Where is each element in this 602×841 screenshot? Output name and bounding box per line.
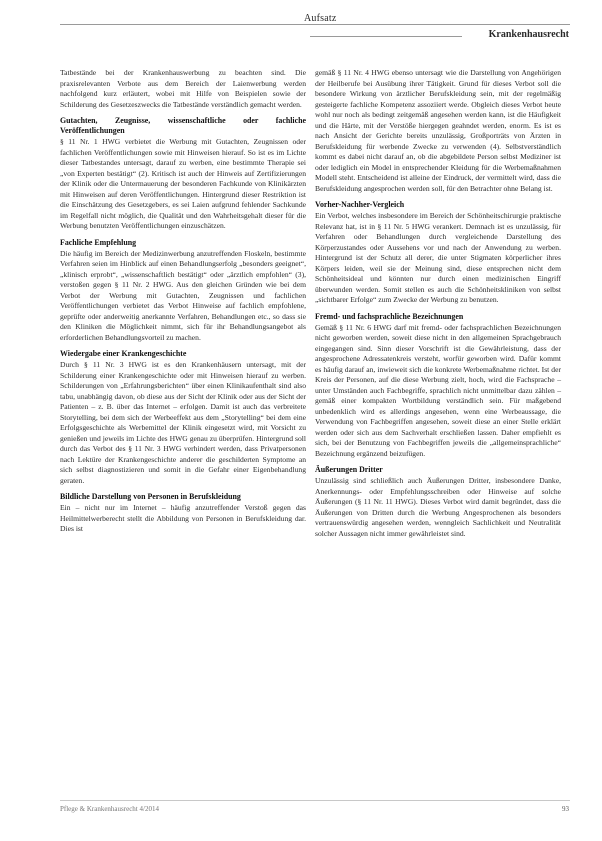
right-text-column [315,68,561,542]
topic-label: Krankenhausrecht [488,29,569,40]
section-heading: Fremd- und fachsprachliche Bezeichnungen [315,311,464,321]
body-paragraph: Die häufig im Bereich der Medizinwerbung anzutreffenden Floskeln, bestimmte Verfahren seien im Hinblick auf einen Behandlungserfolg „besonders geeignet“, „klinisch erprobt“, „wissenschaftlich bestätigt“ oder „ärztlich empfohlen“ (3), verstoßen gegen § 11 Nr. 2 HWG. Aus den gleichen Gründen wie bei dem Verbot der Werbung mit Gutachten, Zeugnissen und fachlichen Veröffentlichungen verbietet das Verbot Hinweise auf fachlich empfohlene, geprüfte oder anderweitig anerkannte Verfahren, Behandlungen etc., so dass sie den Kliniken die Möglichkeit nimmt, sich für ihr Behandlungsangebot als erforderlichen Behandlungsvorteil zu machen. [60,248,306,342]
body-paragraph: § 11 Nr. 1 HWG verbietet die Werbung mit Gutachten, Zeugnissen oder fachlichen Veröffentlichungen sowie mit Hinweisen hierauf. So ist es im Lichte dieser Tatbestandes untersagt, darauf zu werben, eine bestimmte Therapie sei „von Experten bestätigt“ (2). Kritisch ist auch der Hinweis auf Zertifizierungen der Klinik oder die Untermauerung der besonderen Fachkunde von Klinikärzten mit Hinweisen auf deren Veröffentlichungen. Hintergrund dieser Restriktion ist die Einschätzung des Gesetzgebers, es sei Laien aufgrund fehlender Sachkunde im Regelfall nicht möglich, die Qualität und den Wahrheitsgehalt dieser für die Werbung benutzten Veröffentlichungen einzuschätzen. [60,137,306,230]
body-paragraph: gemäß § 11 Nr. 4 HWG ebenso untersagt wie die Darstellung von Angehörigen der Heilberufe bei Ausübung ihrer Tätigkeit. Grund für dieses Verbot soll die besondere Wirkung von ärztlicher Berufskleidung sein, mit der regelmäßig gesteigerte fachliche Kompetenz assoziiert werde. Obgleich dieses Verbot heute wohl nur noch als bedingt zeitgemäß angesehen werden kann, ist die Häufigkeit und die Härte, mit der Verstöße hiergegen geahndet werden, enorm. Es ist es nach Ansicht der Gerichte bereits unzulässig, Großporträts von Ärzten in Berufskleidung für werbende Zwecke zu verwenden (4). Selbstverständlich kommt es dabei nicht darauf an, ob die abgebildete Person selbst Mediziner ist oder lediglich ein Model in entsprechender Kleidung für die Werbemaßnahmen Modell steht. Entscheidend ist alleine der Eindruck, der vermittelt wird, dass die Berufskleidung angesprochen werden soll, für den Betrachter ohne Belang ist. [315,68,561,193]
left-text-column [60,68,306,538]
section-heading: Gutachten, Zeugnisse, wissenschaftliche oder fachliche Veröffentlichungen [60,116,306,135]
header-rule [60,24,570,25]
body-paragraph: Durch § 11 Nr. 3 HWG ist es den Krankenhäusern untersagt, mit der Schilderung einer Krankengeschichte oder mit Hinweisen hierauf zu werben. Schilderungen von „Erfahrungsberichten“ über einen Klinikaufenthalt sind also tabu, unabhängig davon, ob diese aus der Sicht der Klinik oder aus der Sicht der Patienten – z. B. über das Internet – erfolgen. Damit ist auch das verbreitete Storytelling, bei dem sich der Werbeeffekt aus dem „Storytelling“ bei dem eine Erfolgsgeschichte als Werbemittel der Klinik eingesetzt wird, mit Vorsicht zu genießen und jeweils im Lichte des HWG genau zu überprüfen. Hintergrund soll durch das Verbot des § 11 Nr. 3 HWG verhindert werden, dass Privatpersonen nach Lektüre der Krankengeschichte anderer die geschilderten Symptome an sich selbst diagnostizieren und somit in die Gefahr einer Eigenbehandlung geraten. [60,360,306,485]
footer-rule [60,800,570,801]
journal-citation: Pflege & Krankenhausrecht 4/2014 [60,805,159,813]
body-paragraph: Unzulässig sind schließlich auch Äußerungen Dritter, insbesondere Danke, Anerkennungs- oder Empfehlungsschreiben oder Hinweise auf solche Äußerungen (§ 11 Nr. 11 HWG). Dieses Verbot wird damit begründet, dass die Äußerungen von Dritten durch die Werbung Angesprochenen als besonders vertrauenswürdig angesehen werden, wenngleich Sachlichkeit und Neutralität solcher Aussagen nicht immer gewährleistet sind. [315,476,561,538]
page-number: 93 [562,805,569,813]
section-heading: Fachliche Empfehlung [60,237,137,247]
body-paragraph: Ein – nicht nur im Internet – häufig anzutreffender Verstoß gegen das Heilmittelwerberecht stellt die Abbildung von Personen in Berufskleidung dar. Dies ist [60,503,306,533]
body-paragraph: Gemäß § 11 Nr. 6 HWG darf mit fremd- oder fachsprachlichen Bezeichnungen nicht geworben werden, soweit diese nicht in den allgemeinen Sprachgebrauch eingegangen sind. Sinn dieser Vorschrift ist die Gewährleistung, dass der angesprochene Adressatenkreis versteht, worfür geworben wird. Dafür kommt es häufig darauf an, inwieweit sich die konkrete Werbemaßnahme richtet. Ist der Kreis der Personen, auf die diese Werbung zielt, hoch, wird die Fachsprache – unter Umständen auch Fachbegriffe, sprachlich nicht unmittelbar dazu zählen – gemäß einer kompakten Wortbildung verständlich sein. Für maßgebend unbedenklich wird es allerdings angesehen, wenn eine Werbeaussage, die Verwendung von Fachbegriffen angesehen, soweit diese an einer Stelle erklärt werden oder sich aus dem Sachverhalt erschließen lassen. Daher empfiehlt es sich, bei der Benutzung von Fachbegriffen jeweils die „allgemeinsprachliche“ Bezeichnung ergänzend beizufügen. [315,322,561,458]
topic-rule [310,36,462,37]
body-paragraph: Ein Verbot, welches insbesondere im Bereich der Schönheitschirurgie praktische Relevanz hat, ist in § 11 Nr. 5 HWG verankert. Demnach ist es unzulässig, für Verfahren oder Behandlungen durch vergleichende Darstellung des Körperzustandes oder Aussehens vor und nach der Anwendung zu werben. Hintergrund ist der Schutz all derer, die unter Stigmaten körperlicher ihres Körpers leiden, weil sie der Meinung sind, diese entsprechen nicht dem Schönheitsideal und könnten nur durch einen medizinischen Eingriff überwunden werden. Somit stellen es auch die Schönheitskliniken von selbst „sichtbarer Erfolge“ zum Zwecke der Werbung zu benutzen. [315,211,561,304]
section-heading: Vorher-Nachher-Vergleich [315,200,405,209]
section-label: Aufsatz [304,13,337,24]
section-heading: Äußerungen Dritter [315,465,383,474]
section-heading: Bildliche Darstellung von Personen in Berufskleidung [60,492,241,501]
body-paragraph: Tatbestände bei der Krankenhauswerbung zu beachten sind. Die praxisrelevanten Verbote aus dem Bereich der Laienwerbung werden nachfolgend kurz erläutert, wobei mit Hilfe von Beispielen sowie der Schilderung des Gesetzeszwecks die Tatbestände verständlich gemacht werden. [60,68,306,109]
section-heading: Wiedergabe einer Krankengeschichte [60,349,187,358]
